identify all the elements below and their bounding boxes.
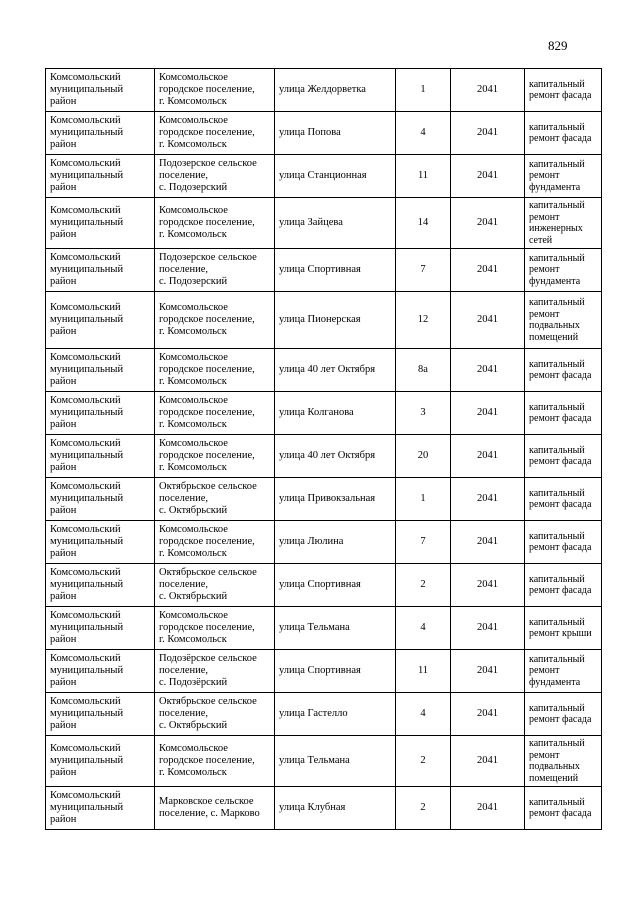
work-type-cell: капитальный ремонт инженерных сетей bbox=[525, 198, 602, 249]
house-number-cell: 7 bbox=[396, 249, 451, 292]
year-cell: 2041 bbox=[451, 349, 525, 392]
settlement-cell: Комсомольское городское поселение, г. Комсомольск bbox=[155, 607, 275, 650]
street-cell: улица Спортивная bbox=[275, 564, 396, 607]
year-cell: 2041 bbox=[451, 693, 525, 736]
table-row bbox=[46, 349, 602, 392]
work-type-cell: капитальный ремонт фасада bbox=[525, 392, 602, 435]
year-cell: 2041 bbox=[451, 736, 525, 787]
work-type-cell: капитальный ремонт фундамента bbox=[525, 249, 602, 292]
house-number-cell: 7 bbox=[396, 521, 451, 564]
table-body bbox=[46, 69, 602, 830]
house-number-cell: 2 bbox=[396, 564, 451, 607]
settlement-cell: Комсомольское городское поселение, г. Комсомольск bbox=[155, 112, 275, 155]
work-type-cell: капитальный ремонт подвальных помещений bbox=[525, 736, 602, 787]
district-cell: Комсомольский муниципальный район bbox=[46, 564, 155, 607]
district-cell: Комсомольский муниципальный район bbox=[46, 650, 155, 693]
work-type-cell: капитальный ремонт фундамента bbox=[525, 155, 602, 198]
table-row bbox=[46, 69, 602, 112]
work-type-cell: капитальный ремонт фасада bbox=[525, 521, 602, 564]
table-row bbox=[46, 249, 602, 292]
district-cell: Комсомольский муниципальный район bbox=[46, 693, 155, 736]
district-cell: Комсомольский муниципальный район bbox=[46, 736, 155, 787]
settlement-cell: Комсомольское городское поселение, г. Комсомольск bbox=[155, 198, 275, 249]
settlement-cell: Комсомольское городское поселение, г. Комсомольск bbox=[155, 392, 275, 435]
district-cell: Комсомольский муниципальный район bbox=[46, 349, 155, 392]
district-cell: Комсомольский муниципальный район bbox=[46, 112, 155, 155]
year-cell: 2041 bbox=[451, 607, 525, 650]
house-number-cell: 8а bbox=[396, 349, 451, 392]
district-cell: Комсомольский муниципальный район bbox=[46, 155, 155, 198]
district-cell: Комсомольский муниципальный район bbox=[46, 69, 155, 112]
year-cell: 2041 bbox=[451, 392, 525, 435]
table-row bbox=[46, 693, 602, 736]
table-row bbox=[46, 292, 602, 349]
year-cell: 2041 bbox=[451, 249, 525, 292]
table-row bbox=[46, 198, 602, 249]
house-number-cell: 4 bbox=[396, 112, 451, 155]
table-row bbox=[46, 435, 602, 478]
street-cell: улица Станционная bbox=[275, 155, 396, 198]
district-cell: Комсомольский муниципальный район bbox=[46, 607, 155, 650]
year-cell: 2041 bbox=[451, 155, 525, 198]
table-row bbox=[46, 650, 602, 693]
table-row bbox=[46, 521, 602, 564]
house-number-cell: 11 bbox=[396, 155, 451, 198]
settlement-cell: Марковское сельское поселение, с. Марково bbox=[155, 787, 275, 830]
table-row bbox=[46, 564, 602, 607]
work-type-cell: капитальный ремонт крыши bbox=[525, 607, 602, 650]
settlement-cell: Комсомольское городское поселение, г. Комсомольск bbox=[155, 349, 275, 392]
year-cell: 2041 bbox=[451, 292, 525, 349]
street-cell: улица Люлина bbox=[275, 521, 396, 564]
year-cell: 2041 bbox=[451, 435, 525, 478]
table-row bbox=[46, 155, 602, 198]
settlement-cell: Комсомольское городское поселение, г. Комсомольск bbox=[155, 292, 275, 349]
house-number-cell: 20 bbox=[396, 435, 451, 478]
street-cell: улица Спортивная bbox=[275, 650, 396, 693]
district-cell: Комсомольский муниципальный район bbox=[46, 392, 155, 435]
year-cell: 2041 bbox=[451, 112, 525, 155]
work-type-cell: капитальный ремонт фасада bbox=[525, 478, 602, 521]
year-cell: 2041 bbox=[451, 564, 525, 607]
district-cell: Комсомольский муниципальный район bbox=[46, 198, 155, 249]
table-row bbox=[46, 112, 602, 155]
house-number-cell: 2 bbox=[396, 736, 451, 787]
street-cell: улица Желдорветка bbox=[275, 69, 396, 112]
district-cell: Комсомольский муниципальный район bbox=[46, 521, 155, 564]
work-type-cell: капитальный ремонт подвальных помещений bbox=[525, 292, 602, 349]
table-row bbox=[46, 787, 602, 830]
settlement-cell: Комсомольское городское поселение, г. Комсомольск bbox=[155, 521, 275, 564]
table-row bbox=[46, 736, 602, 787]
year-cell: 2041 bbox=[451, 787, 525, 830]
street-cell: улица Спортивная bbox=[275, 249, 396, 292]
street-cell: улица Зайцева bbox=[275, 198, 396, 249]
house-number-cell: 1 bbox=[396, 478, 451, 521]
street-cell: улица Клубная bbox=[275, 787, 396, 830]
work-type-cell: капитальный ремонт фасада bbox=[525, 787, 602, 830]
year-cell: 2041 bbox=[451, 198, 525, 249]
page-number: 829 bbox=[548, 38, 568, 53]
repair-schedule-table bbox=[45, 68, 602, 830]
settlement-cell: Комсомольское городское поселение, г. Комсомольск bbox=[155, 69, 275, 112]
street-cell: улица Пионерская bbox=[275, 292, 396, 349]
work-type-cell: капитальный ремонт фундамента bbox=[525, 650, 602, 693]
table-row bbox=[46, 478, 602, 521]
year-cell: 2041 bbox=[451, 521, 525, 564]
district-cell: Комсомольский муниципальный район bbox=[46, 435, 155, 478]
district-cell: Комсомольский муниципальный район bbox=[46, 249, 155, 292]
house-number-cell: 1 bbox=[396, 69, 451, 112]
street-cell: улица Попова bbox=[275, 112, 396, 155]
work-type-cell: капитальный ремонт фасада bbox=[525, 112, 602, 155]
district-cell: Комсомольский муниципальный район bbox=[46, 292, 155, 349]
street-cell: улица Колганова bbox=[275, 392, 396, 435]
street-cell: улица Тельмана bbox=[275, 736, 396, 787]
work-type-cell: капитальный ремонт фасада bbox=[525, 69, 602, 112]
district-cell: Комсомольский муниципальный район bbox=[46, 478, 155, 521]
settlement-cell: Октябрьское сельское поселение, с. Октябрьский bbox=[155, 478, 275, 521]
settlement-cell: Октябрьское сельское поселение, с. Октябрьский bbox=[155, 693, 275, 736]
work-type-cell: капитальный ремонт фасада bbox=[525, 349, 602, 392]
settlement-cell: Комсомольское городское поселение, г. Комсомольск bbox=[155, 736, 275, 787]
work-type-cell: капитальный ремонт фасада bbox=[525, 693, 602, 736]
settlement-cell: Подозерское сельское поселение, с. Подозерский bbox=[155, 155, 275, 198]
house-number-cell: 3 bbox=[396, 392, 451, 435]
year-cell: 2041 bbox=[451, 478, 525, 521]
year-cell: 2041 bbox=[451, 650, 525, 693]
district-cell: Комсомольский муниципальный район bbox=[46, 787, 155, 830]
street-cell: улица Привокзальная bbox=[275, 478, 396, 521]
street-cell: улица 40 лет Октября bbox=[275, 349, 396, 392]
house-number-cell: 2 bbox=[396, 787, 451, 830]
year-cell: 2041 bbox=[451, 69, 525, 112]
house-number-cell: 11 bbox=[396, 650, 451, 693]
work-type-cell: капитальный ремонт фасада bbox=[525, 435, 602, 478]
settlement-cell: Подозёрское сельское поселение, с. Подозёрский bbox=[155, 650, 275, 693]
settlement-cell: Комсомольское городское поселение, г. Комсомольск bbox=[155, 435, 275, 478]
settlement-cell: Октябрьское сельское поселение, с. Октябрьский bbox=[155, 564, 275, 607]
street-cell: улица Гастелло bbox=[275, 693, 396, 736]
table-row bbox=[46, 392, 602, 435]
street-cell: улица 40 лет Октября bbox=[275, 435, 396, 478]
street-cell: улица Тельмана bbox=[275, 607, 396, 650]
house-number-cell: 4 bbox=[396, 607, 451, 650]
settlement-cell: Подозерское сельское поселение, с. Подозерский bbox=[155, 249, 275, 292]
work-type-cell: капитальный ремонт фасада bbox=[525, 564, 602, 607]
house-number-cell: 12 bbox=[396, 292, 451, 349]
table-row bbox=[46, 607, 602, 650]
house-number-cell: 14 bbox=[396, 198, 451, 249]
house-number-cell: 4 bbox=[396, 693, 451, 736]
